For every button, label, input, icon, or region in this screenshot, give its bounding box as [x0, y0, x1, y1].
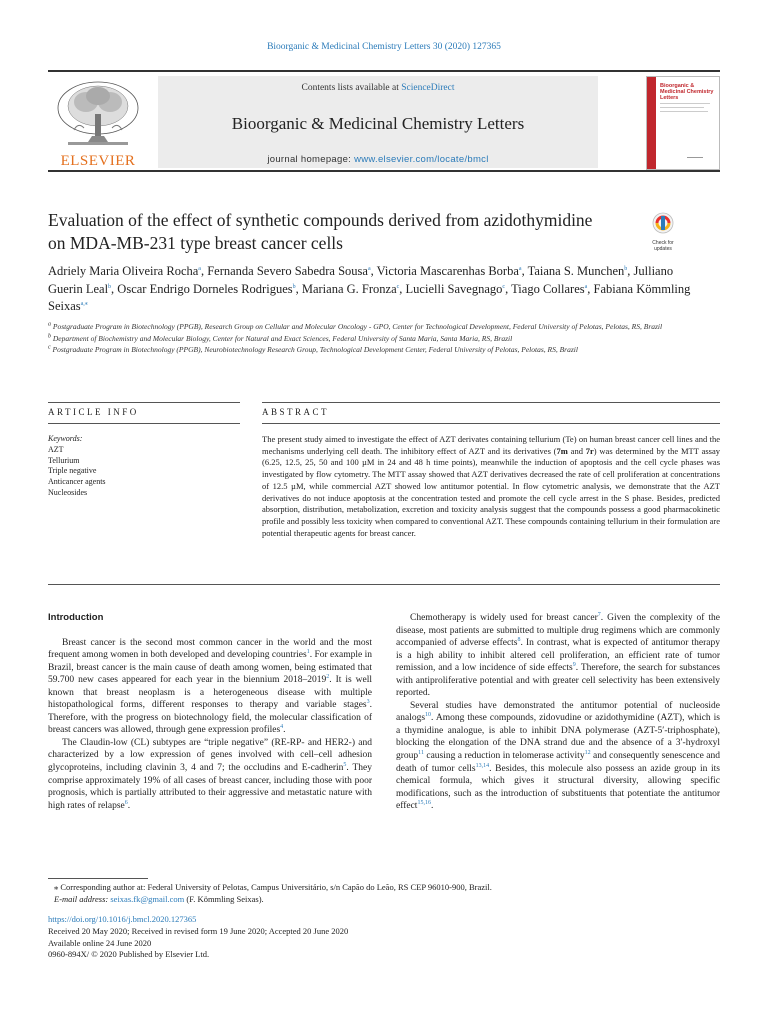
paragraph-text: . Among these compounds, zidovudine or azidothymidine (AZT), which is a thymidine analogue, is able to inhibit DNA polymerase (AZT-5′-triphosphate), blocking the elongation of the DNA strand due and the absence of a 3′-hydroxyl group — [396, 713, 720, 762]
author-affiliation-marker[interactable]: c — [502, 283, 506, 290]
paragraph-text: . For example in Brazil, breast cancer is the main cause of death among women, being estimated that 59.700 new cases appeared for each year in the biennium 2018–2019 — [48, 650, 373, 686]
body-paragraph — [396, 612, 720, 700]
email-link[interactable]: seixas.fk@gmail.com — [110, 893, 185, 904]
cover-color-bar — [647, 77, 656, 169]
contents-prefix: Contents lists available at — [301, 83, 402, 93]
author-name: Mariana G. Fronza — [301, 281, 397, 296]
author-affiliation-marker[interactable]: c — [396, 283, 400, 290]
author-separator: , — [295, 281, 302, 296]
citation-link[interactable]: 2 — [326, 674, 330, 681]
corresponding-author-note: ⁎ Corresponding author at: Federal University of Pelotas, Campus Universitário, s/n Capão do Leão, RS CEP 96010-900, Brazil. — [54, 882, 492, 892]
keyword: Nucleosides — [48, 487, 88, 497]
abstract-heading: ABSTRACT — [262, 407, 330, 417]
keywords-label: Keywords: — [48, 434, 83, 443]
citation-link[interactable]: 9 — [572, 662, 576, 669]
cover-title: Bioorganic & Medicinal Chemistry Letters — [660, 83, 714, 101]
affiliation-list — [48, 321, 720, 356]
keyword: Tellurium — [48, 455, 80, 465]
sciencedirect-link[interactable]: ScienceDirect — [401, 83, 455, 93]
citation-link[interactable]: 8 — [517, 636, 521, 643]
author-separator: , — [521, 264, 528, 278]
paragraph-text: . Therefore, the search for substances with antiproliferative potential and with greater cell selectivity has been extensively reported. — [396, 663, 720, 699]
author-affiliation-marker[interactable]: b — [624, 265, 628, 272]
elsevier-wordmark: ELSEVIER — [60, 153, 136, 169]
author-name: Oscar Endrigo Dorneles Rodrigues — [117, 281, 293, 296]
citation-link[interactable]: 10 — [425, 712, 432, 719]
author-separator: , — [587, 281, 594, 296]
compound-label: 7m — [556, 445, 568, 456]
affiliation-marker: c — [48, 344, 51, 351]
author-separator: , — [200, 264, 208, 278]
author-name: Julliano Guerin Leal — [48, 264, 674, 296]
citation-link[interactable]: 5 — [343, 761, 347, 768]
elsevier-tree-icon — [48, 78, 148, 154]
abstract-text — [262, 434, 720, 539]
copyright-line: 0960-894X/ © 2020 Published by Elsevier Ltd. — [48, 949, 210, 960]
cover-decoration — [687, 157, 703, 158]
section-heading-introduction: Introduction — [48, 612, 104, 623]
homepage-prefix: journal homepage: — [267, 154, 355, 165]
author-name: Victoria Mascarenhas Borba — [376, 264, 519, 278]
journal-cover-thumbnail[interactable] — [646, 76, 720, 170]
citation-link[interactable]: 15,16 — [417, 800, 431, 807]
paragraph-text: Chemotherapy is widely used for breast cancer — [410, 613, 598, 623]
keyword: AZT — [48, 444, 64, 454]
paragraph-text: The Claudin-low (CL) subtypes are “triple negative” (RE-RP- and HER2-) and characterized by a low expression of genes involved with cell–cell adhesion glycoproteins, including clavinin 3, 4 and 7; the occludins and E-cadherin — [48, 737, 372, 774]
footnotes — [48, 882, 720, 905]
paragraph-text: Breast cancer is the second most common cancer in the world and the most frequent among women in both developed and developing countries — [48, 637, 372, 661]
author-affiliation-marker[interactable]: a — [367, 265, 371, 272]
masthead-center — [158, 76, 598, 168]
check-for-updates-badge[interactable] — [645, 212, 681, 252]
affiliation-text: Department of Biochemistry and Molecular Biology, Center for Natural and Exact Sciences, Federal University of Santa Maria, Santa Maria, RS, Brazil — [51, 333, 513, 343]
elsevier-logo[interactable] — [48, 78, 148, 170]
crossmark-label-line: Check for — [652, 240, 674, 246]
author-name: Adriely Maria Oliveira Rocha — [48, 264, 199, 278]
author-name: Tiago Collares — [511, 281, 585, 296]
divider — [48, 584, 720, 585]
crossmark-label-line: updates — [654, 245, 672, 252]
author-name: Lucielli Savegnago — [405, 281, 503, 296]
paragraph-text: . In contrast, what is expected of antitumor therapy is a high ability to inhibit altered cell proliferation, an efficient rate of tumor remission, and a low incidence of side effects — [396, 638, 720, 674]
email-label: E-mail address: — [54, 893, 109, 904]
divider — [262, 402, 720, 403]
affiliation — [48, 333, 720, 344]
author-separator: , — [505, 281, 512, 296]
body-paragraph — [396, 700, 720, 813]
body-paragraph — [48, 637, 372, 737]
author-name: Fabiana Kömmling Seixas — [48, 281, 691, 313]
affiliation-text: Postgraduate Program in Biotechnology (PPGB), Neurobiotechnology Research Group, Technological Development Center, Federal University of Pelotas, Pelotas, RS, Brazil — [50, 345, 578, 354]
paragraph-text: . — [127, 800, 131, 811]
contents-line — [158, 83, 598, 93]
received-dates: Received 20 May 2020; Received in revised form 19 June 2020; Accepted 20 June 2020 — [48, 925, 349, 936]
affiliation-marker: a — [48, 321, 51, 328]
cover-decoration — [660, 111, 708, 112]
body-paragraph — [48, 737, 372, 812]
keywords-list — [48, 445, 218, 499]
affiliation — [48, 344, 720, 355]
crossmark-label — [645, 241, 681, 252]
author-list — [48, 263, 698, 316]
cover-decoration — [660, 103, 710, 104]
author-affiliation-marker[interactable]: a — [198, 265, 201, 272]
paragraph-text: . They comprise approximately 19% of all cases of breast cancer, including those with poor prognosis, which is partially attributed to their aggressive and metastatic nature with high rates of relapse — [48, 763, 372, 811]
paragraph-text: . — [430, 801, 434, 812]
homepage-line — [158, 154, 598, 165]
citation-link[interactable]: 6 — [124, 799, 128, 806]
author-separator: , — [370, 264, 377, 278]
doi-link[interactable]: https://doi.org/10.1016/j.bmcl.2020.127365 — [48, 914, 197, 924]
author-separator: , — [399, 281, 406, 296]
keyword: Triple negative — [48, 466, 97, 476]
email-note — [48, 894, 720, 906]
keywords-block — [48, 434, 218, 499]
available-online-date: Available online 24 June 2020 — [48, 937, 152, 948]
citation-link[interactable]: 11 — [418, 749, 424, 756]
crossmark-icon — [652, 212, 674, 236]
body-column-right — [396, 612, 720, 813]
article-info-heading: ARTICLE INFO — [48, 407, 139, 417]
author-separator: , — [627, 264, 634, 278]
citation-link[interactable]: 13,14 — [475, 762, 490, 769]
journal-reference[interactable]: Bioorganic & Medicinal Chemistry Letters 30 (2020) 127365 — [267, 42, 501, 52]
author-affiliation-marker[interactable]: a — [518, 265, 522, 272]
publication-info — [48, 914, 720, 961]
author-affiliation-marker[interactable]: a,⁎ — [80, 300, 88, 307]
article-title: Evaluation of the effect of synthetic compounds derived from azidothymidine on MDA-MB-231 type breast cancer cells — [48, 210, 593, 253]
paragraph-text: Several studies have demonstrated the antitumor potential of nucleoside analogs — [396, 700, 720, 724]
homepage-link[interactable]: www.elsevier.com/locate/bmcl — [354, 154, 489, 165]
affiliation — [48, 321, 720, 332]
paragraph-text: . Given the complexity of the disease, most patients are submitted to multiple drug regimens which are commonly accompanied of adverse effects — [396, 613, 720, 649]
citation-link[interactable]: 3 — [366, 699, 370, 706]
abstract-part: ) was determined by the MTT assay (6.25, 12.5, 25, 50 and 100 µM in 24 and 48 h time points), meanwhile the induction of apoptosis and the cell cycle phases was investigated by flow cytometry. The MTT assay showed that AZT derivatives decreased the rate of cell proliferation at concentrations of 12.5 µM, while commercial AZT showed low antitumor potential. In flow cytometric analysis, we demonstrate that the AZT derivatives do not induce apoptosis at the concentration tested and promote the cell cycle arrest in the S phase. Besides, predicted absorption, distribution, metabolization, excretion and toxicity analysis suggest that the compounds possess a good pharmacokinetic profile and possibly less toxicity when compared to conventional AZT. These compounds containing tellurium in their formulation are potential therapeutic agents for breast cancer. — [262, 445, 720, 538]
affiliation-text: Postgraduate Program in Biotechnology (PPGB), Research Group on Cellular and Molecular Oncology - GPO, Center for Technological Development, Federal University of Pelotas, Pelotas, RS, Brazil — [51, 322, 663, 331]
journal-name: Bioorganic & Medicinal Chemistry Letters — [231, 114, 525, 133]
journal-masthead — [48, 70, 720, 172]
paragraph-text: . It is well known that breast neoplasm is a heterogeneous disease with multiple histopathological forms, different responses to therapy and variable stages — [48, 675, 372, 711]
divider — [48, 423, 240, 424]
citation-link[interactable]: 12 — [584, 749, 591, 756]
keyword: Anticancer agents — [48, 477, 106, 487]
paragraph-text: . — [283, 725, 286, 736]
email-suffix: (F. Kömmling Seixas). — [184, 893, 264, 904]
affiliation-marker: b — [48, 333, 51, 339]
abstract-part: The present study aimed to investigate the effect of AZT derivates containing tellurium (Te) on human breast cancer cell lines and the mechanisms underlying cell death. The inhibitory effect of AZT and its derivatives ( — [262, 434, 720, 456]
citation-link[interactable]: 4 — [280, 724, 284, 731]
paragraph-text: causing a reduction in telomerase activity — [423, 751, 585, 762]
paragraph-text: . Besides, this molecule also possess an azide group in its chemical formula, which gives it structural diversity, allowing specific modifications, such as the introduction of substituents that potentiate the antitumor effect — [396, 763, 720, 812]
paragraph-text: and consequently senescence and death of tumor cells — [396, 751, 720, 774]
body-column-left — [48, 612, 372, 812]
divider — [262, 423, 720, 424]
cover-decoration — [660, 107, 704, 108]
citation-link[interactable]: 1 — [306, 648, 310, 655]
paragraph-text: . Therefore, with the progress on biotechnology field, the molecular classification of breast cancers was allowed, through gene expression profiles — [48, 700, 372, 736]
author-affiliation-marker[interactable]: a — [584, 283, 588, 290]
footnote-divider — [48, 878, 148, 879]
abstract-part: and — [567, 445, 586, 456]
author-name: Taiana S. Munchen — [527, 264, 625, 278]
compound-label: 7r — [585, 445, 594, 456]
author-affiliation-marker[interactable]: b — [108, 283, 112, 290]
author-name: Fernanda Severo Sabedra Sousa — [207, 264, 368, 278]
divider — [48, 402, 240, 403]
citation-link[interactable]: 7 — [597, 611, 601, 618]
author-separator: , — [111, 281, 118, 296]
author-affiliation-marker[interactable]: b — [292, 283, 296, 290]
